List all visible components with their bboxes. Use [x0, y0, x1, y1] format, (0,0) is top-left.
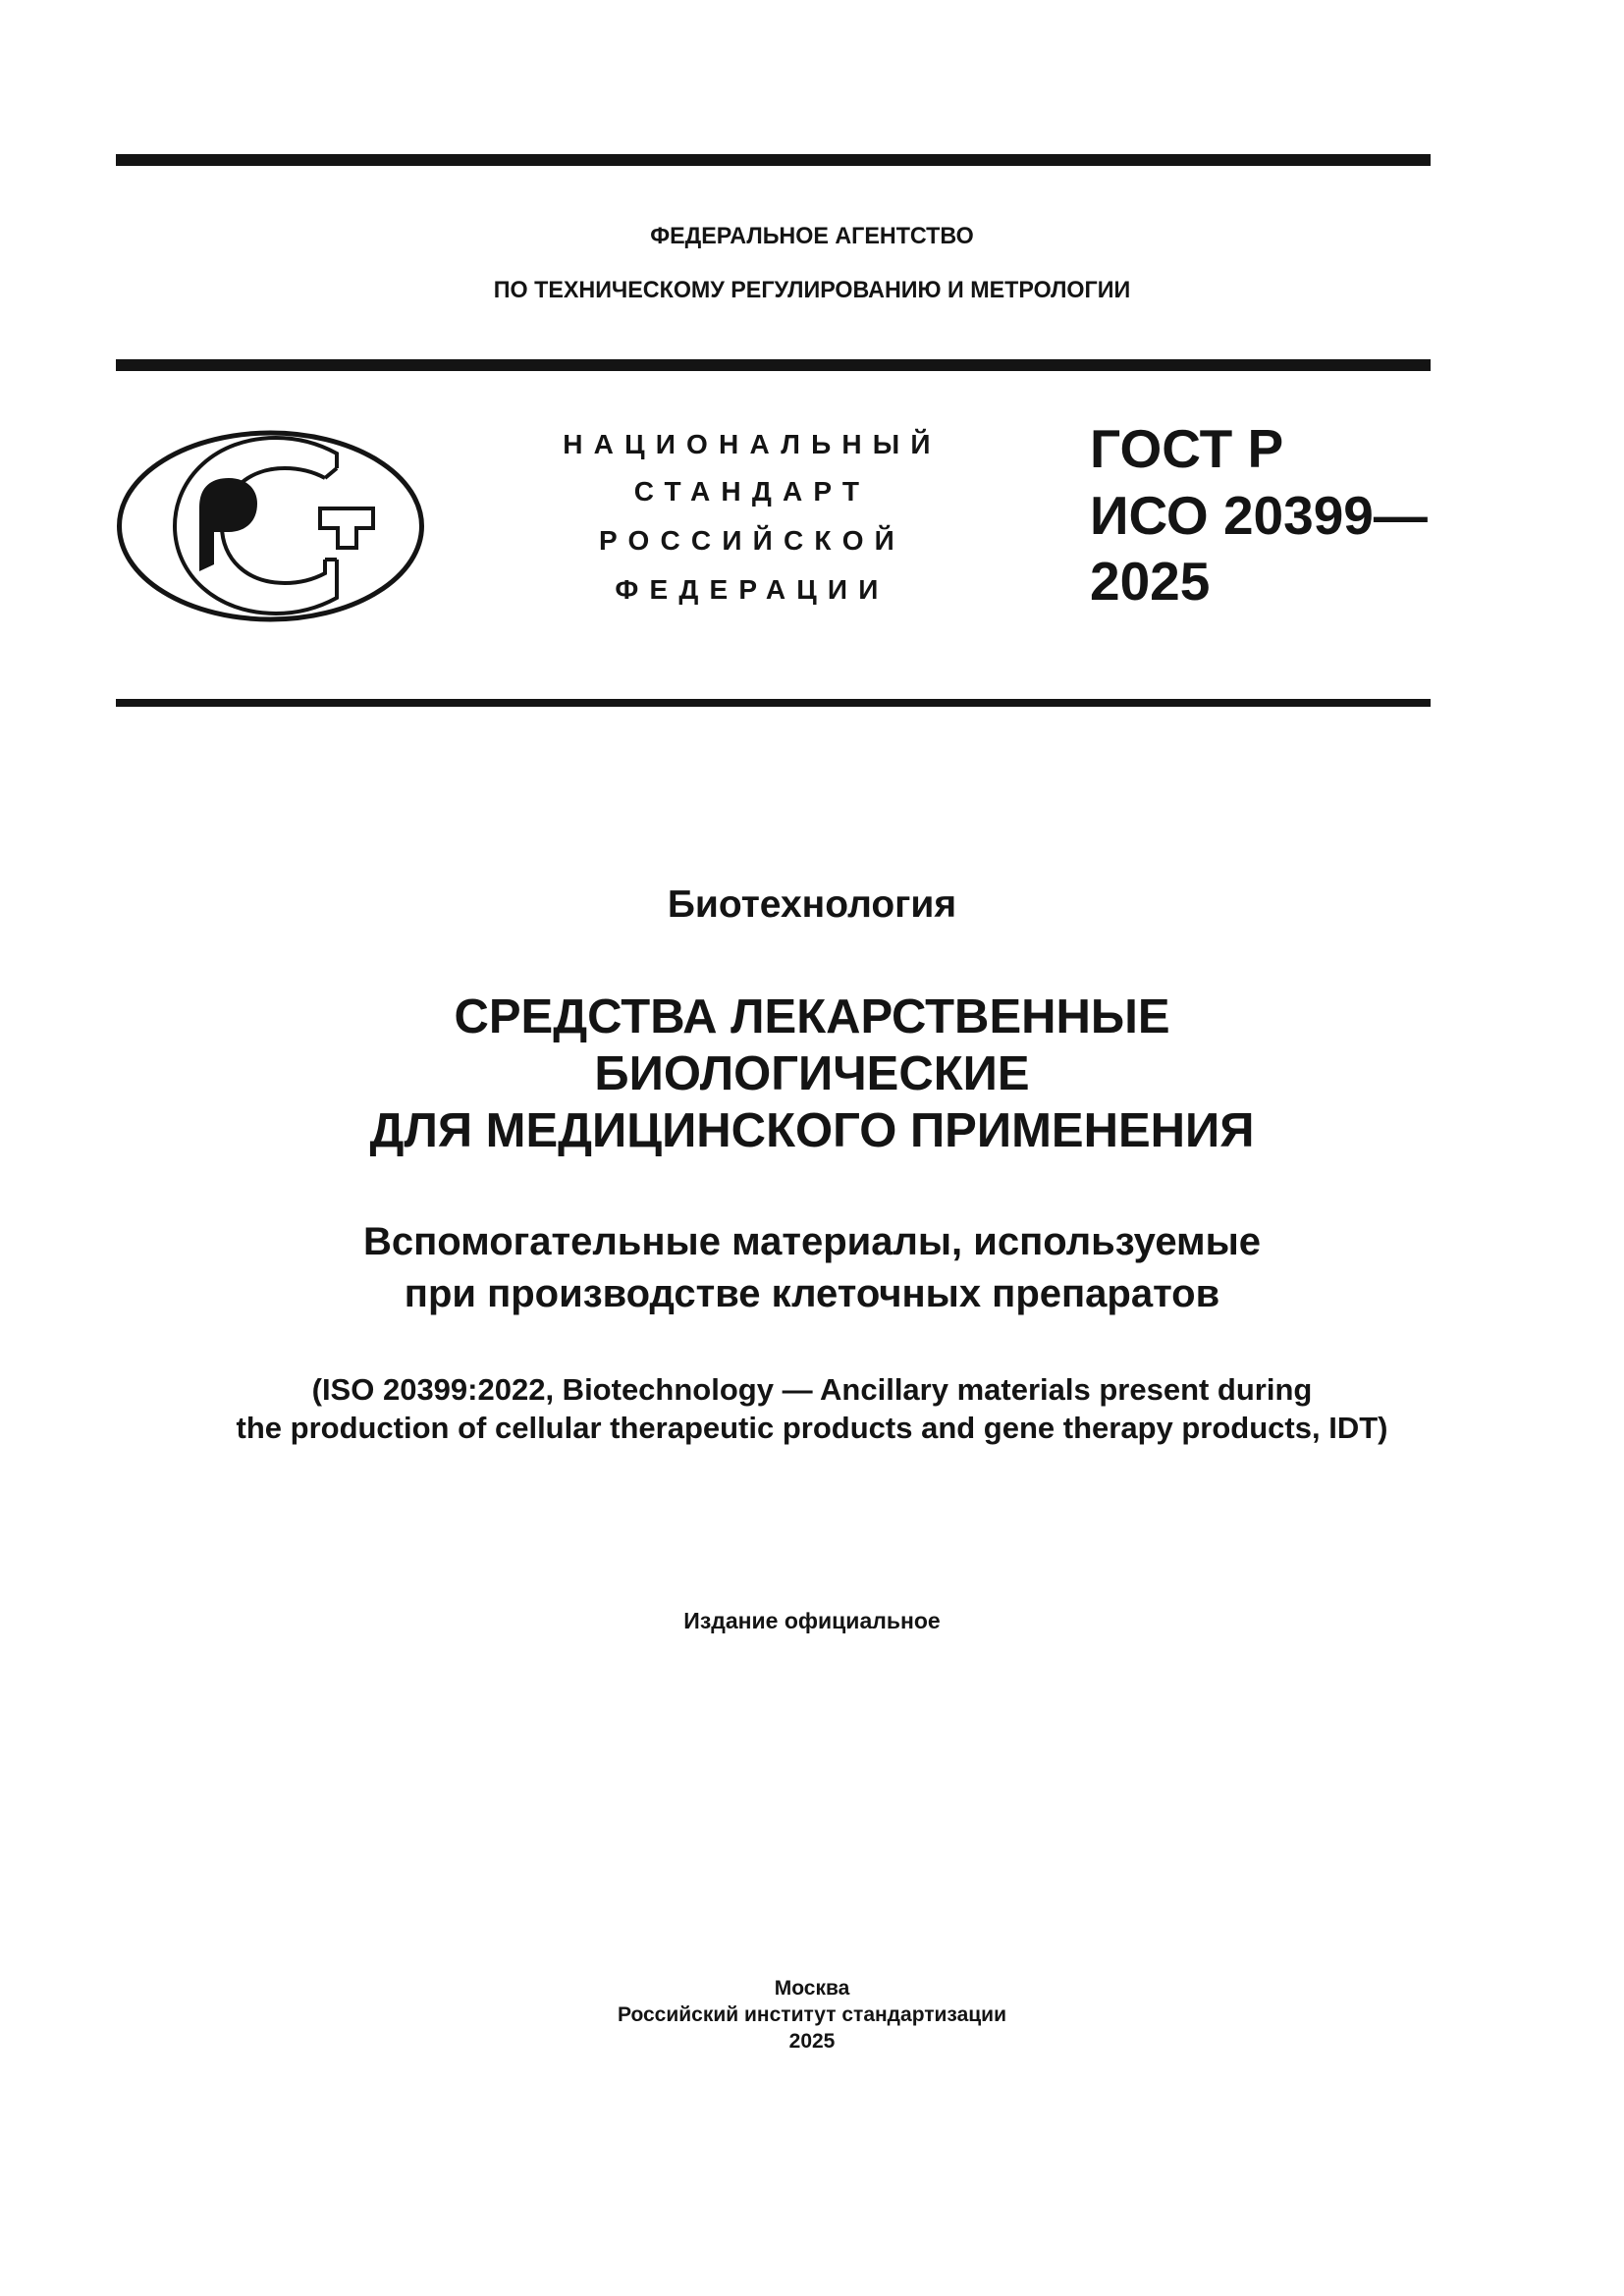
- top-rule: [116, 154, 1431, 166]
- imprint-city: Москва: [774, 1977, 850, 2000]
- document-category: Биотехнология: [667, 883, 957, 926]
- standard-designation-line-1: ГОСТ Р: [1090, 418, 1284, 479]
- national-standard-line-4: ФЕДЕРАЦИИ: [615, 574, 890, 605]
- document-title-line-1: СРЕДСТВА ЛЕКАРСТВЕННЫЕ: [454, 990, 1170, 1043]
- middle-rule: [116, 359, 1431, 371]
- agency-name-line-1: ФЕДЕРАЛЬНОЕ АГЕНТСТВО: [650, 223, 974, 249]
- imprint-year: 2025: [788, 2030, 836, 2053]
- national-standard-line-1: НАЦИОНАЛЬНЫЙ: [563, 429, 942, 459]
- source-standard-line-2: the production of cellular therapeutic products and gene therapy products, IDT): [236, 1411, 1388, 1445]
- document-subtitle-line-1: Вспомогательные материалы, используемые: [362, 1220, 1262, 1263]
- national-standard-line-2: СТАНДАРТ: [633, 476, 871, 507]
- standard-designation-line-2: ИСО 20399—: [1090, 485, 1428, 546]
- bottom-rule: [116, 699, 1431, 707]
- document-title-line-3: ДЛЯ МЕДИЦИНСКОГО ПРИМЕНЕНИЯ: [369, 1104, 1255, 1157]
- national-standard-line-3: РОССИЙСКОЙ: [599, 525, 905, 556]
- document-subtitle-line-2: при производстве клеточных препаратов: [404, 1272, 1220, 1315]
- edition-label: Издание официальное: [683, 1608, 941, 1633]
- source-standard-line-1: (ISO 20399:2022, Biotechnology — Ancillary materials present during: [311, 1372, 1313, 1407]
- standard-designation-year: 2025: [1090, 551, 1211, 612]
- agency-name-line-2: ПО ТЕХНИЧЕСКОМУ РЕГУЛИРОВАНИЮ И МЕТРОЛОГИИ: [493, 277, 1131, 303]
- rst-gost-logo-icon: [116, 429, 425, 623]
- document-title-line-2: БИОЛОГИЧЕСКИЕ: [594, 1047, 1030, 1100]
- imprint-publisher: Российский институт стандартизации: [617, 2003, 1007, 2026]
